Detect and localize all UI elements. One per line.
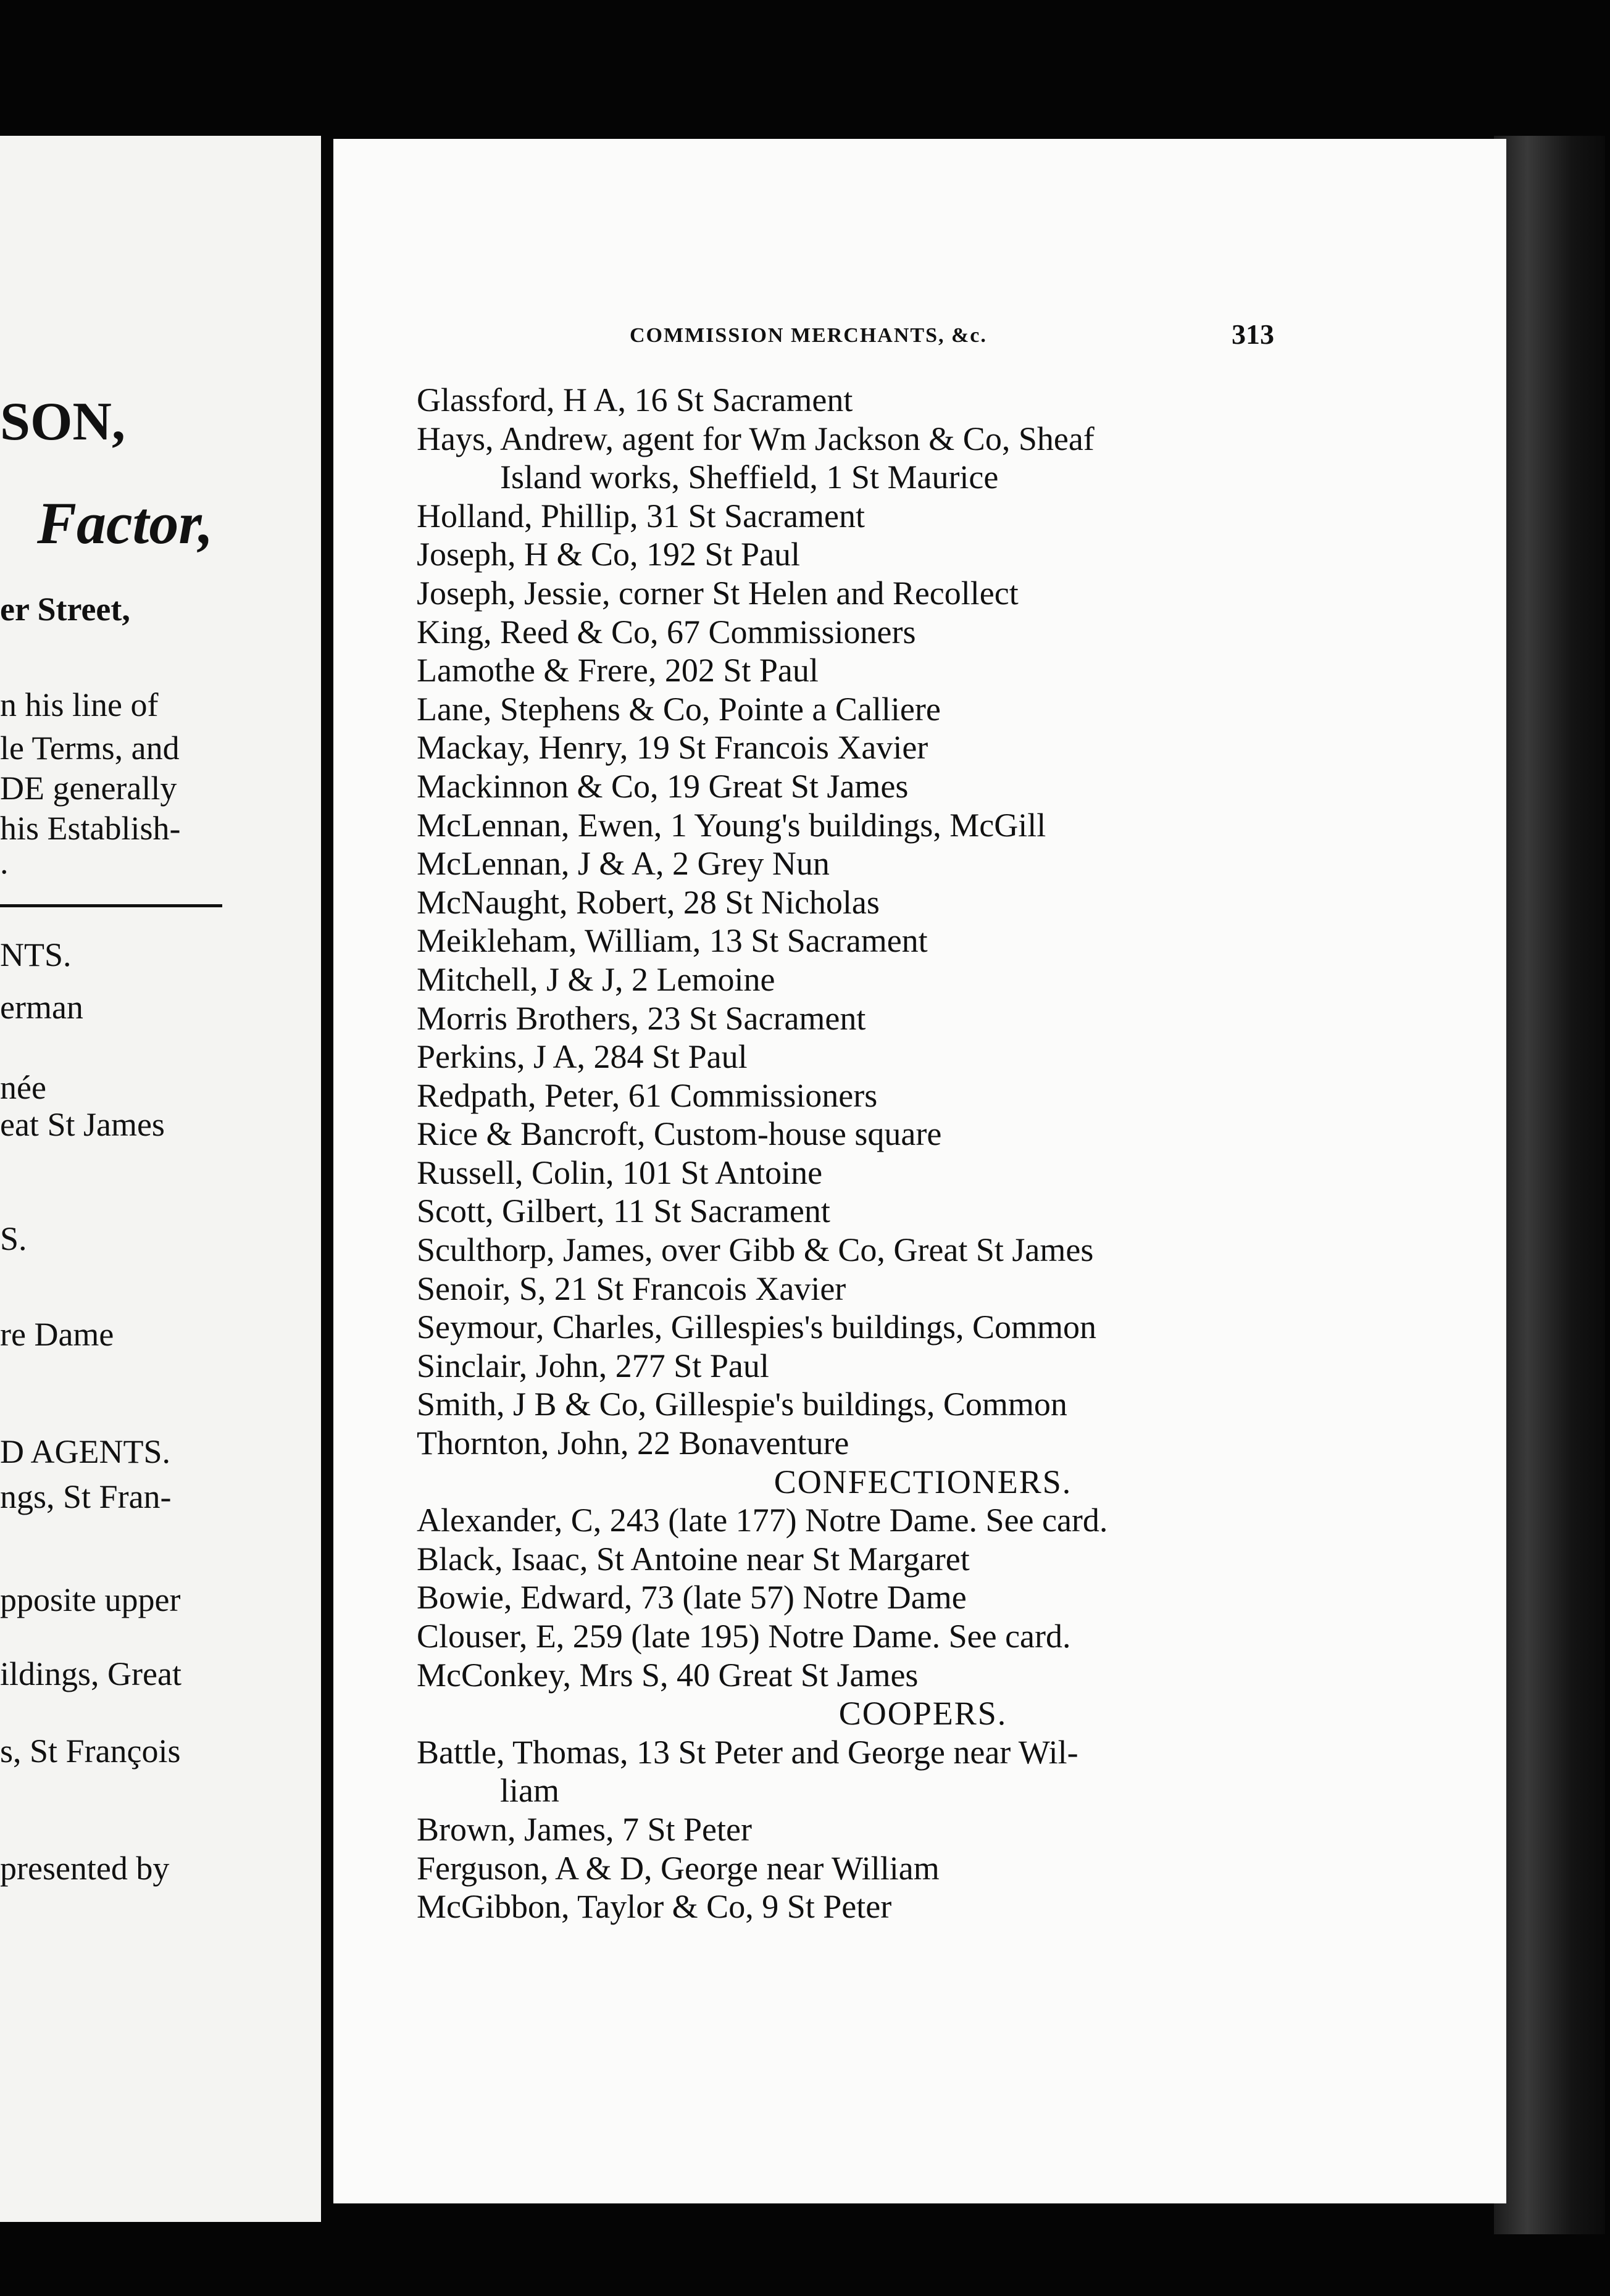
left-page-line: . xyxy=(0,844,9,881)
left-page-line: le Terms, and xyxy=(0,730,180,767)
left-page-line: SON, xyxy=(0,392,125,452)
directory-entry: Mitchell, J & J, 2 Lemoine xyxy=(417,960,775,998)
directory-entry: Rice & Bancroft, Custom-house square xyxy=(417,1115,942,1153)
directory-entry: Smith, J B & Co, Gillespie's buildings, Common xyxy=(417,1386,1067,1423)
directory-entry: Brown, James, 7 St Peter xyxy=(417,1810,752,1848)
left-page-line: erman xyxy=(0,989,83,1026)
left-page-line: s, St François xyxy=(0,1732,181,1770)
left-page-line: NTS. xyxy=(0,936,72,973)
directory-entry: Glassford, H A, 16 St Sacrament xyxy=(417,381,853,418)
directory-entry: McLennan, Ewen, 1 Young's buildings, McGill xyxy=(417,806,1046,844)
directory-entry-continuation: Island works, Sheffield, 1 St Maurice xyxy=(500,459,999,496)
directory-entry: Black, Isaac, St Antoine near St Margaret xyxy=(417,1540,970,1578)
directory-entry: Sinclair, John, 277 St Paul xyxy=(417,1347,769,1384)
directory-entry: Sculthorp, James, over Gibb & Co, Great St James xyxy=(417,1231,1094,1269)
directory-entry: Alexander, C, 243 (late 177) Notre Dame. See card. xyxy=(417,1502,1108,1539)
left-page-line: er Street, xyxy=(0,591,130,628)
left-page-line: Factor, xyxy=(37,490,214,556)
left-page xyxy=(0,136,321,2222)
directory-entry: Clouser, E, 259 (late 195) Notre Dame. See card. xyxy=(417,1618,1071,1655)
left-page-line: his Establish- xyxy=(0,810,181,847)
section-heading-coopers: COOPERS. xyxy=(838,1695,1007,1732)
directory-entry: Battle, Thomas, 13 St Peter and George near Wil- xyxy=(417,1733,1078,1771)
directory-entry: Russell, Colin, 101 St Antoine xyxy=(417,1154,823,1191)
left-page-line: n his line of xyxy=(0,686,159,723)
left-page-line: pposite upper xyxy=(0,1581,181,1618)
directory-entry: McGibbon, Taylor & Co, 9 St Peter xyxy=(417,1888,892,1926)
page-number: 313 xyxy=(1232,318,1274,350)
directory-entry: Mackinnon & Co, 19 Great St James xyxy=(417,767,909,805)
directory-entry: McLennan, J & A, 2 Grey Nun xyxy=(417,845,830,883)
left-page-line: DE generally xyxy=(0,770,177,807)
directory-entry: McNaught, Robert, 28 St Nicholas xyxy=(417,883,880,921)
left-page-line: D AGENTS. xyxy=(0,1433,171,1470)
directory-entry: Senoir, S, 21 St Francois Xavier xyxy=(417,1270,846,1307)
left-page-line: née xyxy=(0,1069,46,1106)
left-page-line: presented by xyxy=(0,1850,170,1887)
directory-entry: Thornton, John, 22 Bonaventure xyxy=(417,1425,849,1462)
left-page-line: S. xyxy=(0,1220,27,1257)
directory-entry: Joseph, Jessie, corner St Helen and Recollect xyxy=(417,574,1019,612)
left-page-line: re Dame xyxy=(0,1316,114,1353)
directory-entry: Lamothe & Frere, 202 St Paul xyxy=(417,652,819,689)
directory-entry: King, Reed & Co, 67 Commissioners xyxy=(417,613,916,651)
directory-entry: Scott, Gilbert, 11 St Sacrament xyxy=(417,1192,830,1230)
directory-entry-continuation: liam xyxy=(500,1772,559,1810)
directory-entry: Seymour, Charles, Gillespies's buildings, Common xyxy=(417,1308,1097,1346)
directory-entry: Hays, Andrew, agent for Wm Jackson & Co, Sheaf xyxy=(417,420,1095,457)
left-page-rule xyxy=(0,904,222,907)
directory-entry: Perkins, J A, 284 St Paul xyxy=(417,1038,748,1076)
directory-listing xyxy=(417,381,1417,1926)
section-heading-confectioners: CONFECTIONERS. xyxy=(774,1463,1072,1500)
directory-entry: Mackay, Henry, 19 St Francois Xavier xyxy=(417,729,928,767)
directory-entry: Bowie, Edward, 73 (late 57) Notre Dame xyxy=(417,1579,967,1616)
left-page-line: ildings, Great xyxy=(0,1655,181,1692)
left-page-line: eat St James xyxy=(0,1106,165,1143)
directory-entry: Joseph, H & Co, 192 St Paul xyxy=(417,536,801,573)
directory-entry: McConkey, Mrs S, 40 Great St James xyxy=(417,1656,919,1694)
right-page xyxy=(333,139,1506,2203)
left-page-line: ngs, St Fran- xyxy=(0,1478,172,1515)
directory-entry: Holland, Phillip, 31 St Sacrament xyxy=(417,497,865,534)
running-header: COMMISSION MERCHANTS, &c. xyxy=(630,324,987,347)
directory-entry: Meikleham, William, 13 St Sacrament xyxy=(417,922,928,960)
directory-entry: Redpath, Peter, 61 Commissioners xyxy=(417,1076,878,1114)
book-spine xyxy=(1494,136,1605,2234)
directory-entry: Lane, Stephens & Co, Pointe a Calliere xyxy=(417,690,941,728)
directory-entry: Morris Brothers, 23 St Sacrament xyxy=(417,999,866,1037)
directory-entry: Ferguson, A & D, George near William xyxy=(417,1849,940,1887)
